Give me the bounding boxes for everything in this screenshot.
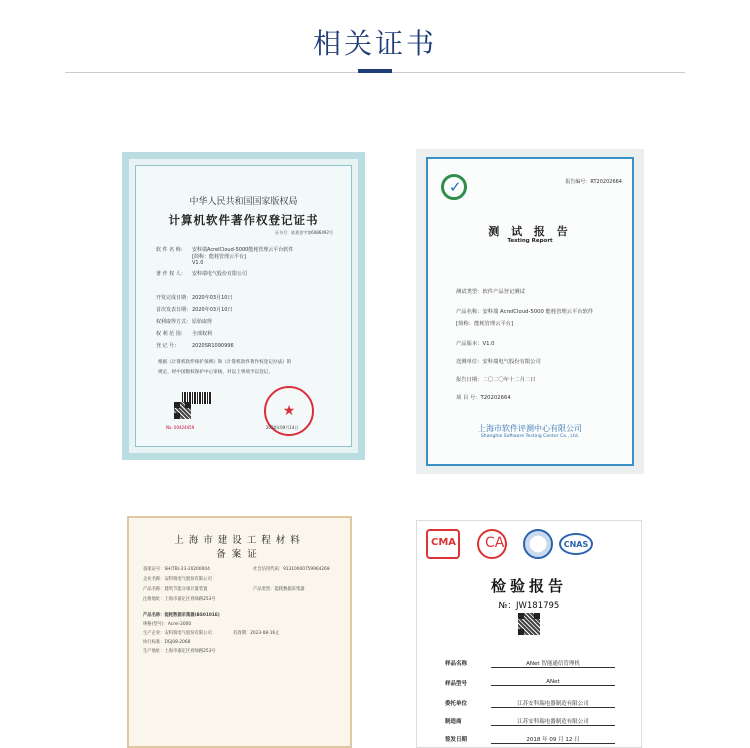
report-title-en: Testing Report: [507, 238, 553, 244]
legal-note-2: 规定，经中国版权保护中心审核，对以上事项予以登记。: [158, 370, 273, 375]
report-row: 产品名称：安科瑞 AcrelCloud-5000 能耗管理云平台软件: [456, 309, 594, 315]
cert-title: 计算机软件著作权登记证书: [168, 213, 319, 227]
record-row: 生产地址：上海市嘉定区育绿路253号: [143, 649, 216, 654]
qr-code-icon: [518, 613, 540, 635]
record-row: 产品名称：能耗数据采集器(BS0101E): [143, 613, 220, 618]
software-version: V1.0: [192, 260, 204, 266]
registration-row: 登 记 号： 2020SR1090996: [156, 343, 234, 349]
ca-badge-icon: CA: [477, 529, 507, 559]
report-frame: [426, 157, 634, 466]
testing-center-name: 上海市软件评测中心有限公司: [478, 424, 582, 433]
report-row: 项 目 号：T20202664: [456, 395, 511, 401]
testing-center-name-en: Shanghai Software Testing Center Co., Ltd.: [480, 434, 580, 439]
cert-issuer: 中华人民共和国国家版权局: [189, 197, 298, 207]
globe-badge-icon: [523, 529, 553, 559]
record-row: 产品名称：建筑节能分项计量装置: [143, 587, 208, 592]
record-row: 规格(型号)：Acrel-2000: [143, 622, 192, 627]
record-right-row: 社会信用代码：91310000759964269: [253, 567, 330, 572]
inspection-number: №：JW181795: [498, 601, 560, 611]
record-title-2: 备案证: [216, 549, 263, 560]
report-row: 测试类型：软件产品登记测试: [456, 289, 525, 295]
record-row: 注册地址：上海市嘉定区育绿路253号: [143, 597, 216, 602]
owner-row: 著 作 权 人： 安科瑞电气股份有限公司: [156, 271, 248, 277]
cert-number: 证书号：软著登字第6086492号: [275, 230, 333, 235]
software-short-name: [简称：能耗管理云平台]: [192, 254, 246, 260]
record-row: 生产企业：安科瑞电气股份有限公司: [143, 631, 212, 636]
report-row: 报告日期：二〇二〇年十二月二日: [456, 377, 536, 383]
inspection-row: 签发日期 2018 年 09 月 12 日: [445, 735, 615, 743]
page-title: 相关证书: [312, 27, 437, 60]
record-right-row: 产品类型：能耗数据采集器: [253, 587, 305, 592]
scope-row: 权 利 范 围： 全部权利: [156, 331, 213, 337]
cert-serial: No. 00424459: [166, 425, 195, 430]
report-row: 送测单位：安科瑞电气股份有限公司: [456, 359, 541, 365]
record-row: 备案证号：SH(TB)-23-20200004: [143, 567, 210, 572]
cert-date: 2020年09月14日: [266, 425, 299, 430]
record-right-row: 有效期：2023-08-16止: [233, 631, 280, 636]
title-accent-bar: [358, 69, 392, 73]
pub-date-row: 首次发表日期：2020年03月10日: [156, 307, 233, 313]
inspection-report-certificate: [416, 520, 642, 748]
cma-badge-icon: CMA: [426, 529, 460, 559]
report-title-cn: 测 试 报 告: [488, 225, 572, 238]
software-copyright-certificate: [122, 152, 365, 460]
software-name-row: 软 件 名 称： 安科瑞AcrelCloud-5000能耗管理云平台软件: [156, 247, 294, 253]
qr-code-icon: [174, 402, 191, 419]
method-row: 权利取得方式：原始取得: [156, 319, 213, 325]
inspection-row: 样品型号 ANet: [445, 679, 615, 687]
report-row: [简称：能耗管理云平台]: [456, 321, 514, 327]
dev-date-row: 开发完成日期：2020年03月10日: [156, 295, 233, 301]
inspection-row: 委托单位 江苏安科瑞电器制造有限公司: [445, 699, 615, 707]
inspection-row: 制造商 江苏安科瑞电器制造有限公司: [445, 717, 615, 725]
test-center-logo-icon: ✓: [441, 174, 467, 200]
cnas-badge-icon: CNAS: [559, 533, 593, 555]
report-number: 报告编号：RT20202664: [565, 179, 622, 185]
record-row: 执行标准：DGJ08-2068: [143, 640, 191, 645]
legal-note-1: 根据《计算机软件保护条例》和《计算机软件著作权登记办法》的: [158, 360, 292, 365]
testing-report-certificate: [416, 149, 644, 474]
record-row: 企业名称：安科瑞电气股份有限公司: [143, 577, 212, 582]
inspection-row: 样品名称 ANet 智能通信管理机: [445, 659, 615, 667]
report-row: 产品版本：V1.0: [456, 341, 495, 347]
certificate-frame: [135, 165, 352, 447]
building-material-record-certificate: [127, 516, 352, 748]
inspection-title: 检验报告: [490, 577, 567, 595]
official-seal-icon: ★: [264, 386, 314, 436]
record-title-1: 上海市建设工程材料: [174, 535, 305, 546]
